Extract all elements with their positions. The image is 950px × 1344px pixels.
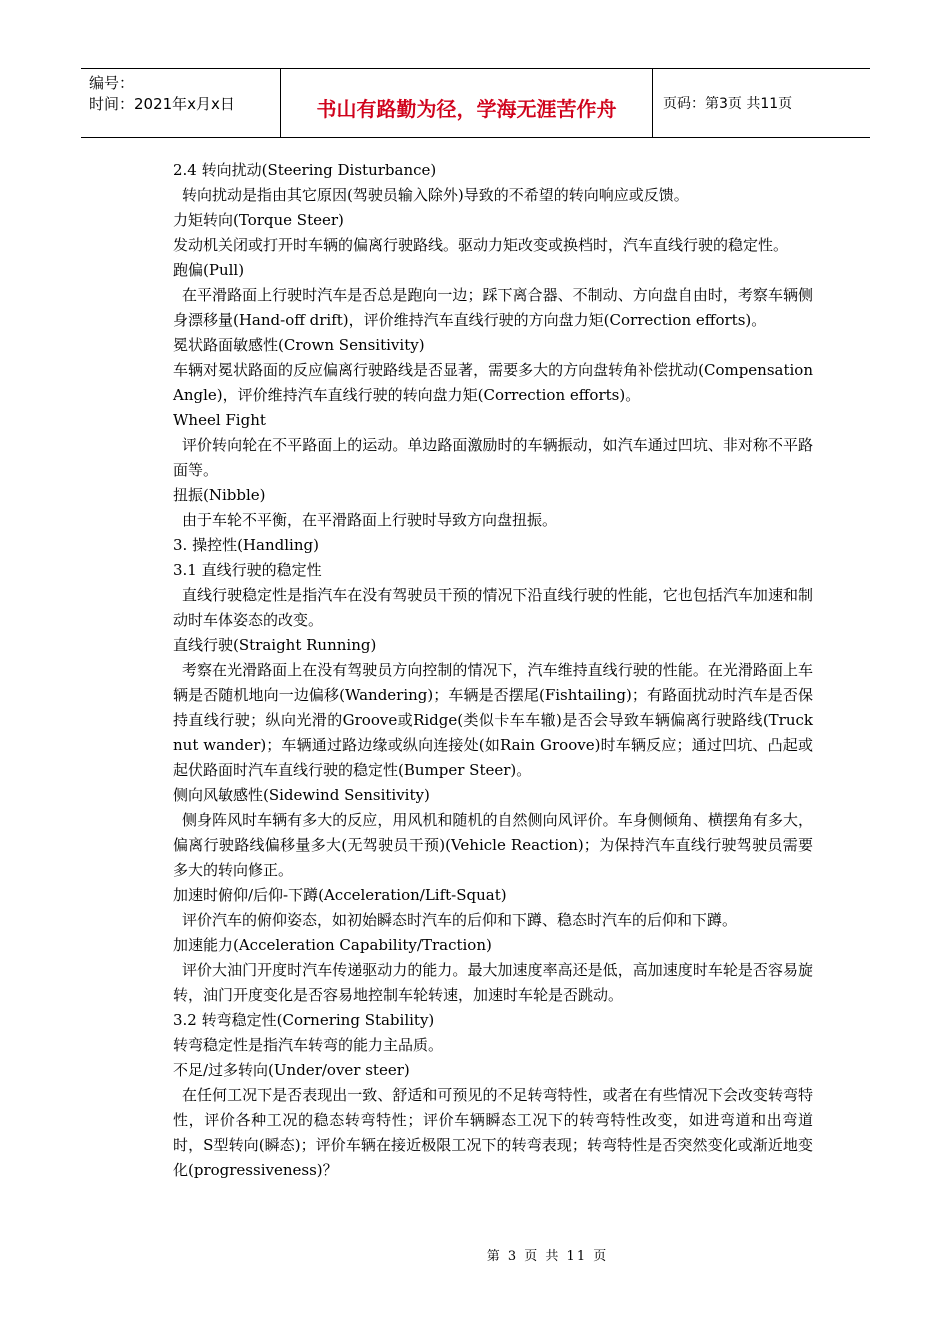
- document-number-label: 编号：: [89, 74, 135, 92]
- paragraph: 3.1 直线行驶的稳定性: [173, 561, 322, 579]
- document-date-label: 时间：2021年x月x日: [89, 95, 235, 113]
- paragraph: 考察在光滑路面上在没有驾驶员方向控制的情况下，汽车维持直线行驶的性能。在光滑路面上车辆是否随机地向一边偏移(Wandering)；车辆是否摆尾(Fishtailing)；有路面扰动时汽车是否保持直线行驶；纵向光滑的Groove或Ridge(类似卡车车辙)是否会导致车辆偏离行驶路线(Truck nut wander)；车辆通过路边缘或纵向连接处(如Rain Groove)时车辆反应；通过凹坑、凸起或起伏路面时汽车直线行驶的稳定性(Bumper Steer)。: [173, 661, 813, 779]
- page-header: [81, 68, 870, 138]
- paragraph: 扭振(Nibble): [173, 486, 266, 504]
- paragraph: 不足/过多转向(Under/over steer): [173, 1061, 410, 1079]
- page-footer: 第 3 页 共 11 页: [486, 1249, 609, 1264]
- paragraph: 2.4 转向扰动(Steering Disturbance): [173, 161, 437, 179]
- document-body: [173, 158, 813, 1183]
- paragraph: 由于车轮不平衡，在平滑路面上行驶时导致方向盘扭振。: [182, 511, 558, 529]
- paragraph: 加速时俯仰/后仰-下蹲(Acceleration/Lift-Squat): [173, 886, 507, 904]
- paragraph: 评价大油门开度时汽车传递驱动力的能力。最大加速度率高还是低，高加速度时车轮是否容易旋转，油门开度变化是否容易地控制车轮转速，加速时车轮是否跳动。: [173, 961, 813, 1004]
- paragraph: 车辆对冕状路面的反应偏离行驶路线是否显著，需要多大的方向盘转角补偿扰动(Compensation Angle)，评价维持汽车直线行驶的转向盘力矩(Correction efforts)。: [173, 361, 813, 404]
- paragraph: 侧身阵风时车辆有多大的反应，用风机和随机的自然侧向风评价。车身侧倾角、横摆角有多大，偏离行驶路线偏移量多大(无驾驶员干预)(Vehicle Reaction)；为保持汽车直线行驶驾驶员需要多大的转向修正。: [173, 811, 813, 879]
- header-motto: 书山有路勤为径，学海无涯苦作舟: [281, 69, 653, 137]
- paragraph: 发动机关闭或打开时车辆的偏离行驶路线。驱动力矩改变或换档时，汽车直线行驶的稳定性。: [173, 236, 789, 254]
- paragraph: 评价转向轮在不平路面上的运动。单边路面激励时的车辆振动，如汽车通过凹坑、非对称不平路面等。: [173, 436, 813, 479]
- paragraph: 在平滑路面上行驶时汽车是否总是跑向一边；踩下离合器、不制动、方向盘自由时，考察车辆侧身漂移量(Hand-off drift)，评价维持汽车直线行驶的方向盘力矩(Correction efforts)。: [173, 286, 813, 329]
- paragraph: 转弯稳定性是指汽车转弯的能力主品质。: [173, 1036, 444, 1054]
- paragraph: 评价汽车的俯仰姿态，如初始瞬态时汽车的后仰和下蹲、稳态时汽车的后仰和下蹲。: [182, 911, 738, 929]
- paragraph: Wheel Fight: [173, 411, 266, 429]
- paragraph: 力矩转向(Torque Steer): [173, 211, 344, 229]
- paragraph: 3.2 转弯稳定性(Cornering Stability): [173, 1011, 435, 1029]
- paragraph: 直线行驶(Straight Running): [173, 636, 377, 654]
- paragraph: 在任何工况下是否表现出一致、舒适和可预见的不足转弯特性，或者在有些情况下会改变转弯特性，评价各种工况的稳态转弯特性；评价车辆瞬态工况下的转弯特性改变，如进弯道和出弯道时，S型转向(瞬态)；评价车辆在接近极限工况下的转弯表现；转弯特性是否突然变化或渐近地变化(progressiveness)？: [173, 1086, 813, 1179]
- paragraph: 跑偏(Pull): [173, 261, 245, 279]
- paragraph: 转向扰动是指由其它原因(驾驶员输入除外)导致的不希望的转向响应或反馈。: [182, 186, 689, 204]
- header-meta-cell: [81, 69, 281, 137]
- paragraph: 加速能力(Acceleration Capability/Traction): [173, 936, 492, 954]
- header-page-info: 页码：第3页 共11页: [663, 96, 793, 112]
- paragraph: 直线行驶稳定性是指汽车在没有驾驶员干预的情况下沿直线行驶的性能，它也包括汽车加速和制动时车体姿态的改变。: [173, 586, 813, 629]
- paragraph: 侧向风敏感性(Sidewind Sensitivity): [173, 786, 430, 804]
- paragraph: 冕状路面敏感性(Crown Sensitivity): [173, 336, 425, 354]
- paragraph: 3. 操控性(Handling): [173, 536, 319, 554]
